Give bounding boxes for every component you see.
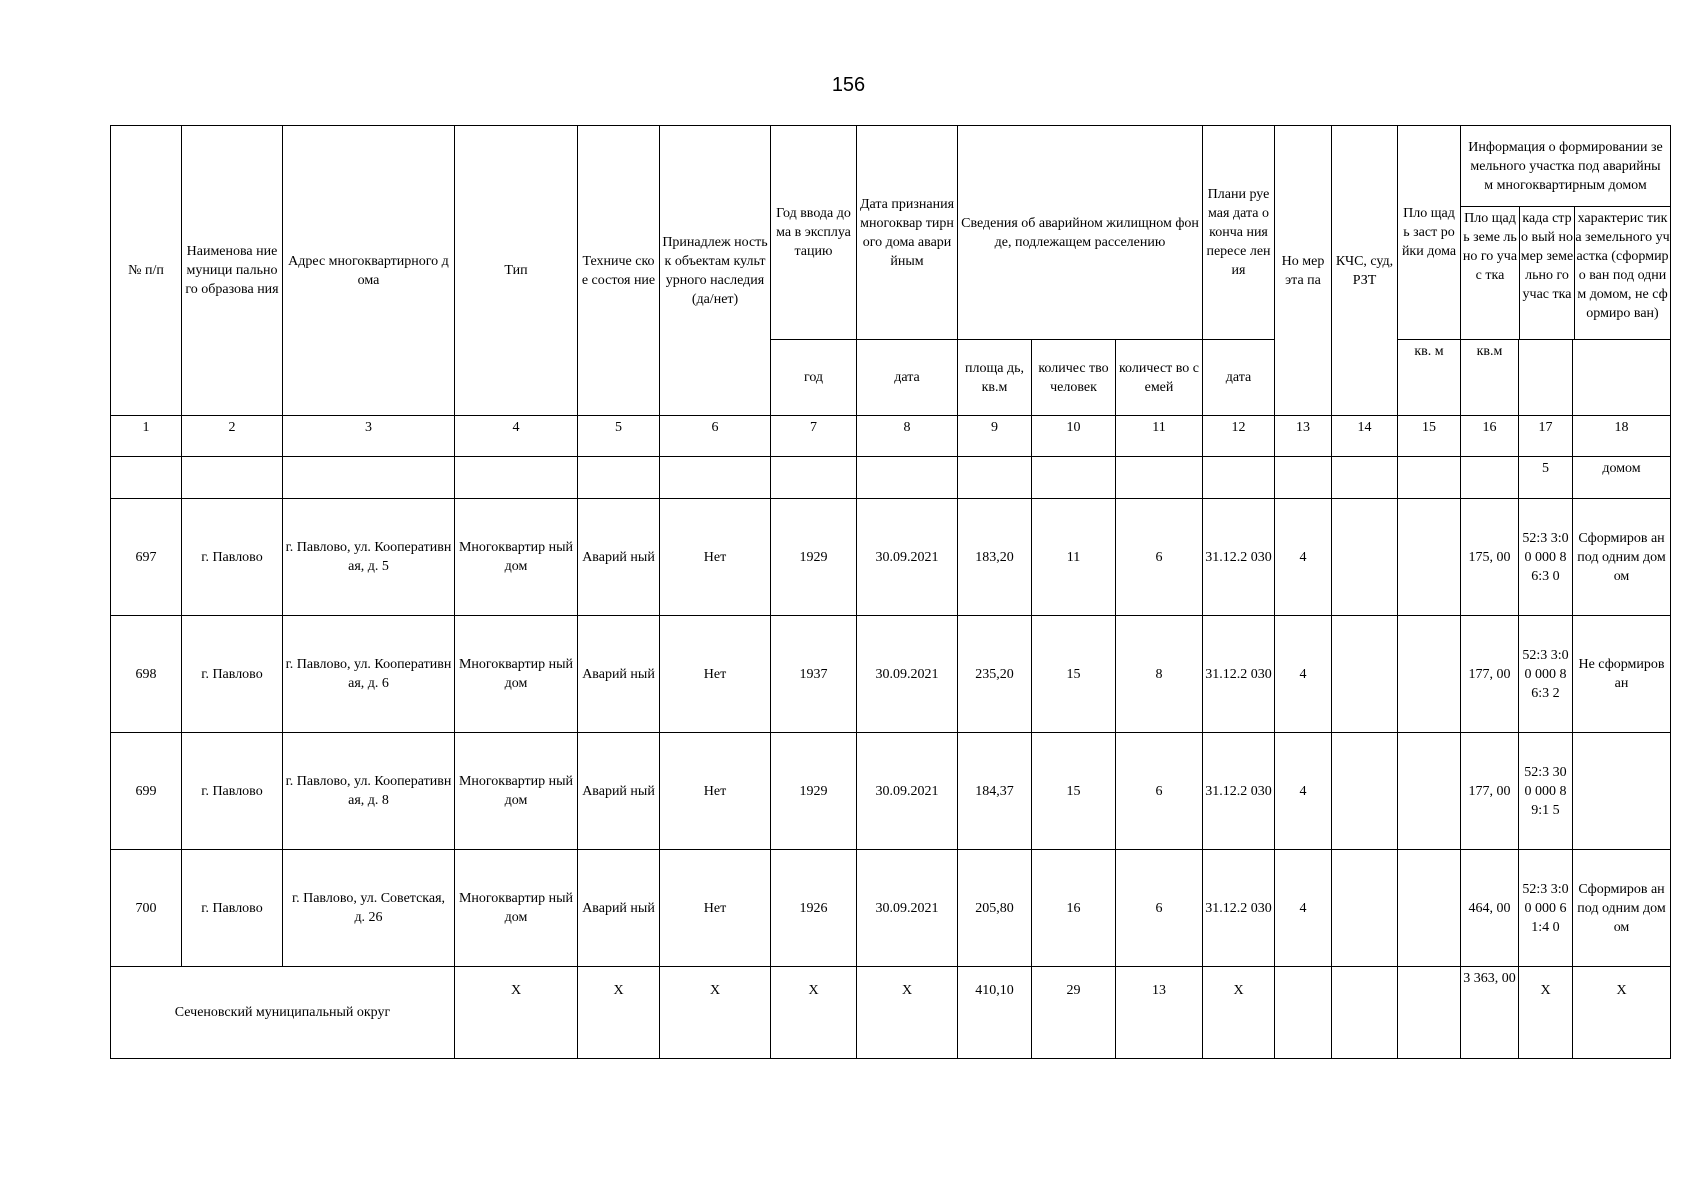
cell-kchs [1332,733,1398,850]
cell-type: Многоквартир ный дом [455,499,578,616]
cell-type: Многоквартир ный дом [455,733,578,850]
total-heritage: X [660,967,771,1059]
total-building-area [1398,967,1461,1059]
cell-type: Многоквартир ный дом [455,850,578,967]
total-families: 13 [1116,967,1203,1059]
total-cadastral: X [1519,967,1573,1059]
cell-condition: Аварий ный [578,616,660,733]
header-land-characteristic: характерис тика земельного участка (сформиро ван под одним домом, не сформиро ван) [1575,211,1670,321]
column-number: 16 [1461,416,1519,457]
total-area: 410,10 [958,967,1032,1059]
column-number: 17 [1519,416,1573,457]
cell-area: 235,20 [958,616,1032,733]
total-land-area: 3 363, 00 [1461,967,1519,1059]
cell-stage: 4 [1275,850,1332,967]
cell-number: 698 [111,616,182,733]
cell-land-area: 175, 00 [1461,499,1519,616]
cell-people: 16 [1032,850,1116,967]
cell-building-area [1398,733,1461,850]
cell-characteristic: Не сформиров ан [1573,616,1671,733]
column-number: 14 [1332,416,1398,457]
column-number: 8 [857,416,958,457]
cell-cadastral: 52:3 3:00 000 86:3 2 [1519,616,1573,733]
header-recognition-date: Дата признания многоквар тирного дома аварийным [857,126,958,340]
cell-building-area [1398,616,1461,733]
cell-land-area: 177, 00 [1461,616,1519,733]
cell-heritage: Нет [660,616,771,733]
header-housing-info: Сведения об аварийном жилищном фонде, подлежащем расселению [958,126,1203,340]
cell-municipality: г. Павлово [182,850,283,967]
cell-area: 183,20 [958,499,1032,616]
column-number: 18 [1573,416,1671,457]
column-number: 4 [455,416,578,457]
column-number: 2 [182,416,283,457]
cell-address: г. Павлово, ул. Советская, д. 26 [283,850,455,967]
header-type: Тип [455,126,578,416]
header-stage: Но мер эта па [1275,126,1332,416]
column-number: 7 [771,416,857,457]
cell-address: г. Павлово, ул. Кооперативная, д. 8 [283,733,455,850]
header-kchs: КЧС, суд, РЗТ [1332,126,1398,416]
cell-address: г. Павлово, ул. Кооперативная, д. 5 [283,499,455,616]
cell-recognition-date: 30.09.2021 [857,850,958,967]
cell-families: 8 [1116,616,1203,733]
subheader-land-area-unit: кв.м [1461,340,1519,416]
continuation-cadastral: 5 [1519,457,1573,499]
cell-planned-date: 31.12.2 030 [1203,499,1275,616]
cell-kchs [1332,850,1398,967]
column-number: 10 [1032,416,1116,457]
emergency-housing-table [110,125,1671,1059]
total-label: Сеченовский муниципальный округ [111,967,455,1059]
total-kchs [1332,967,1398,1059]
subheader-building-area-unit: кв. м [1398,340,1461,416]
cell-land-area: 464, 00 [1461,850,1519,967]
cell-municipality: г. Павлово [182,616,283,733]
cell-planned-date: 31.12.2 030 [1203,850,1275,967]
cell-characteristic: Сформиров ан под одним домом [1573,850,1671,967]
cell-heritage: Нет [660,733,771,850]
cell-condition: Аварий ный [578,499,660,616]
header-cadastral-number: када стро вый но мер земе льно го учас тка [1520,207,1575,339]
table-row [111,616,1671,733]
total-people: 29 [1032,967,1116,1059]
column-number: 13 [1275,416,1332,457]
cell-address: г. Павлово, ул. Кооперативная, д. 6 [283,616,455,733]
column-number: 11 [1116,416,1203,457]
header-condition: Техниче ское состоя ние [578,126,660,416]
subheader-people: количес тво человек [1032,340,1116,416]
cell-year: 1929 [771,733,857,850]
cell-year: 1926 [771,850,857,967]
table-row [111,733,1671,850]
cell-cadastral: 52:3 300 000 89:1 5 [1519,733,1573,850]
subheader-planned-date: дата [1203,340,1275,416]
header-year-built: Год ввода дома в эксплуа тацию [771,126,857,340]
header-land-info [1461,126,1671,340]
cell-kchs [1332,499,1398,616]
cell-recognition-date: 30.09.2021 [857,733,958,850]
cell-heritage: Нет [660,850,771,967]
table-row [111,499,1671,616]
cell-characteristic [1573,733,1671,850]
cell-municipality: г. Павлово [182,733,283,850]
header-row-main [111,126,1671,340]
table-row [111,850,1671,967]
page-number: 156 [831,74,866,96]
total-characteristic: X [1573,967,1671,1059]
cell-planned-date: 31.12.2 030 [1203,616,1275,733]
header-address: Адрес многоквартирного дома [283,126,455,416]
cell-characteristic: Сформиров ан под одним домом [1573,499,1671,616]
cell-cadastral: 52:3 3:00 000 86:3 0 [1519,499,1573,616]
header-planned-date: Плани руемая дата оконча ния пересе ления [1203,126,1275,340]
continuation-row [111,457,1671,499]
cell-condition: Аварий ный [578,850,660,967]
header-land-info-title: Информация о формировании земельного участка под аварийным многоквартирным домом [1461,126,1670,207]
cell-year: 1937 [771,616,857,733]
cell-people: 15 [1032,733,1116,850]
total-year: X [771,967,857,1059]
cell-number: 699 [111,733,182,850]
cell-area: 205,80 [958,850,1032,967]
cell-people: 11 [1032,499,1116,616]
cell-municipality: г. Павлово [182,499,283,616]
subheader-area: площа дь, кв.м [958,340,1032,416]
header-number: № п/п [111,126,182,416]
cell-condition: Аварий ный [578,733,660,850]
cell-year: 1929 [771,499,857,616]
cell-number: 697 [111,499,182,616]
total-condition: X [578,967,660,1059]
cell-stage: 4 [1275,733,1332,850]
cell-number: 700 [111,850,182,967]
column-number: 15 [1398,416,1461,457]
cell-cadastral: 52:3 3:00 000 61:4 0 [1519,850,1573,967]
cell-building-area [1398,499,1461,616]
column-number: 12 [1203,416,1275,457]
header-land-area: Пло щадь земе льно го учас тка [1461,207,1520,339]
total-stage [1275,967,1332,1059]
cell-area: 184,37 [958,733,1032,850]
header-building-area: Пло щадь заст ройки дома [1398,126,1461,340]
column-number: 5 [578,416,660,457]
column-number: 1 [111,416,182,457]
subheader-characteristic-continued [1573,340,1671,416]
subheader-cadastral-continued [1519,340,1573,416]
cell-building-area [1398,850,1461,967]
cell-families: 6 [1116,499,1203,616]
cell-land-area: 177, 00 [1461,733,1519,850]
header-municipality: Наименова ние муници пального образова ния [182,126,283,416]
cell-recognition-date: 30.09.2021 [857,616,958,733]
total-planned-date: X [1203,967,1275,1059]
cell-type: Многоквартир ный дом [455,616,578,733]
column-number: 6 [660,416,771,457]
cell-families: 6 [1116,733,1203,850]
cell-stage: 4 [1275,616,1332,733]
cell-people: 15 [1032,616,1116,733]
column-number: 9 [958,416,1032,457]
column-number: 3 [283,416,455,457]
cell-kchs [1332,616,1398,733]
cell-recognition-date: 30.09.2021 [857,499,958,616]
subheader-families: количест во семей [1116,340,1203,416]
cell-families: 6 [1116,850,1203,967]
cell-heritage: Нет [660,499,771,616]
total-recognition-date: X [857,967,958,1059]
column-number-row [111,416,1671,457]
subheader-year: год [771,340,857,416]
subheader-date: дата [857,340,958,416]
cell-stage: 4 [1275,499,1332,616]
header-heritage: Принадлеж ность к объектам культурного наследия (да/нет) [660,126,771,416]
total-row [111,967,1671,1059]
cell-planned-date: 31.12.2 030 [1203,733,1275,850]
total-type: X [455,967,578,1059]
continuation-characteristic: домом [1573,457,1671,499]
